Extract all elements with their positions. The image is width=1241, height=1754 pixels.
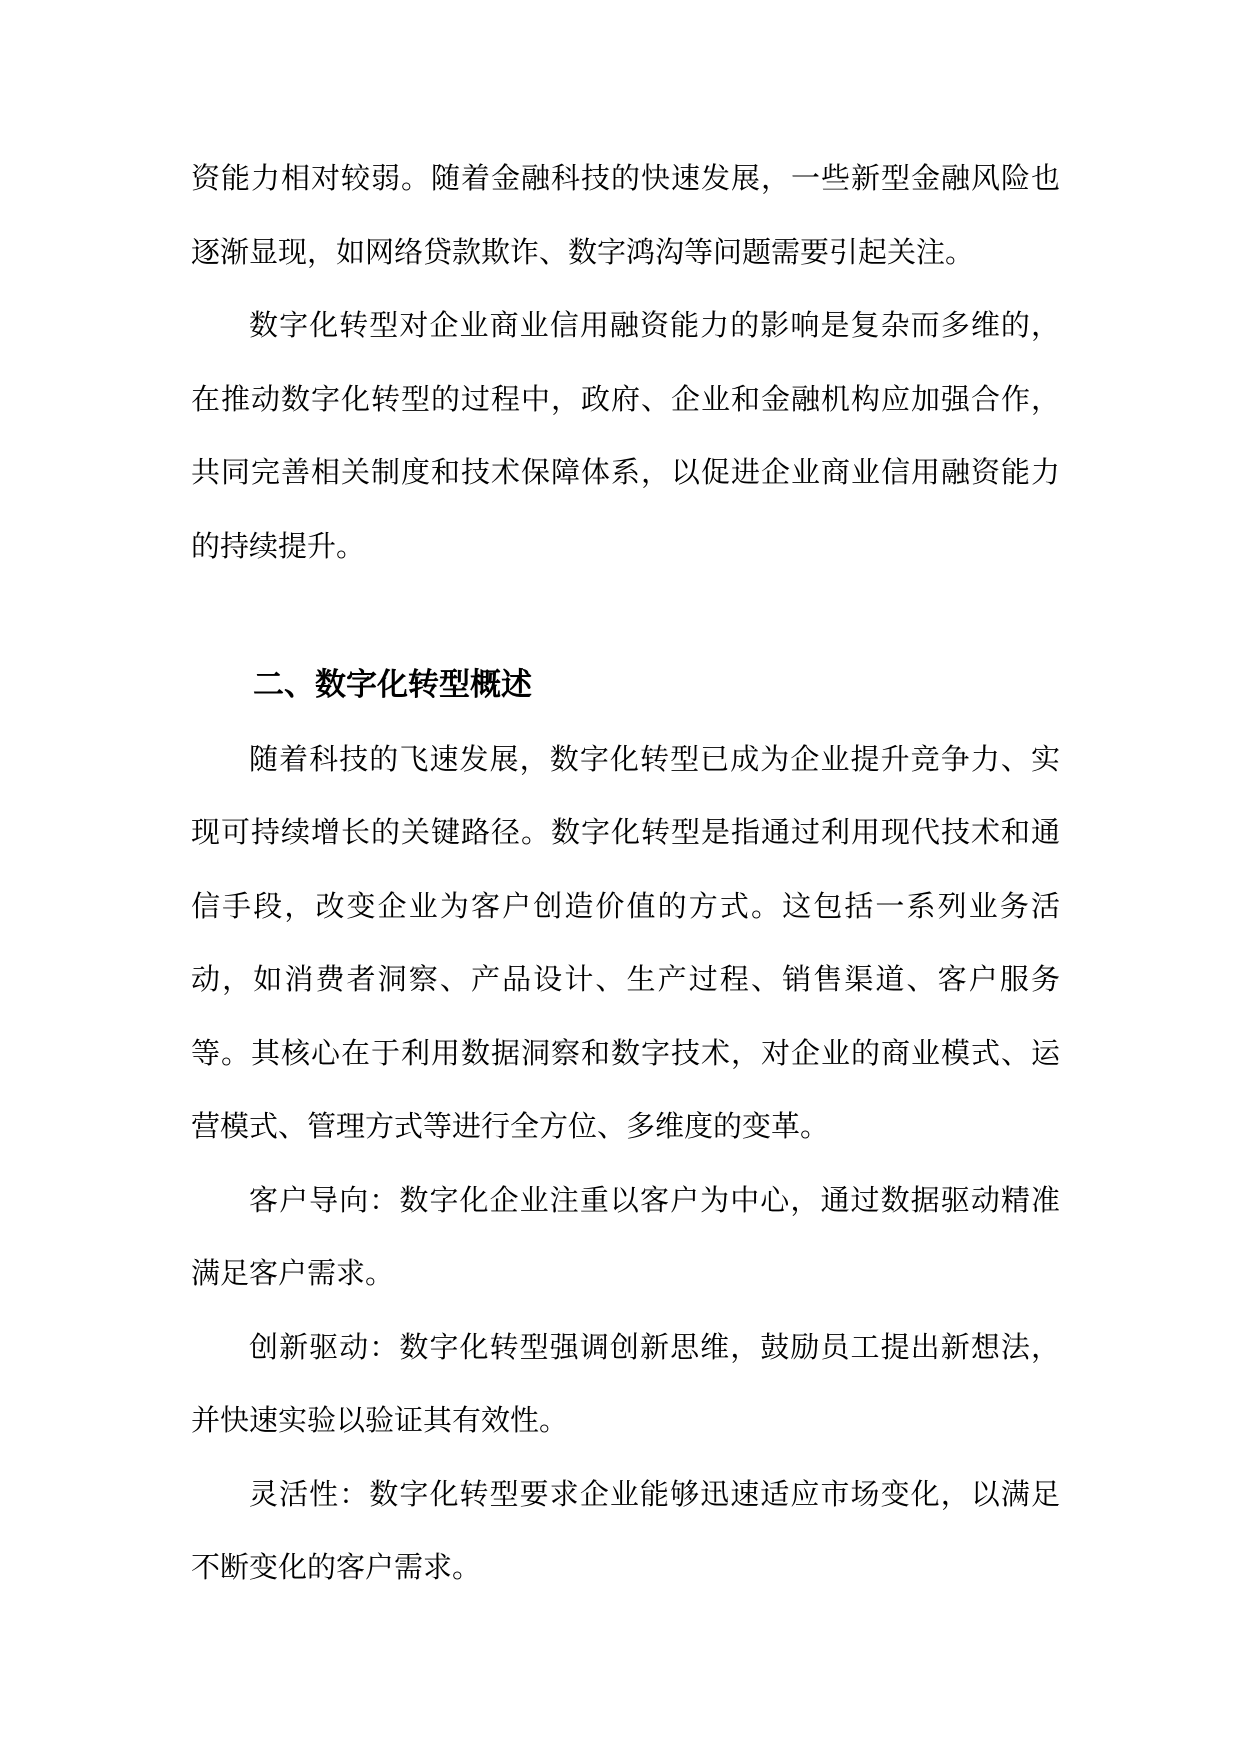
- section-heading: 二、数字化转型概述: [253, 667, 532, 703]
- paragraph-innovation-driven: 创新驱动：数字化转型强调创新思维，鼓励员工提出新想法，并快速实验以验证其有效性。: [191, 1329, 1060, 1437]
- section-spacing: [191, 583, 1060, 649]
- paragraph-customer-oriented: 客户导向：数字化企业注重以客户为中心，通过数据驱动精准满足客户需求。: [191, 1182, 1060, 1290]
- document-body: [191, 142, 1060, 1605]
- paragraph-continued: 资能力相对较弱。随着金融科技的快速发展，一些新型金融风险也逐渐显现，如网络贷款欺诈、数字鸿沟等问题需要引起关注。: [191, 161, 1060, 269]
- paragraph-flexibility: 灵活性：数字化转型要求企业能够迅速适应市场变化，以满足不断变化的客户需求。: [191, 1476, 1060, 1584]
- paragraph-overview: 随着科技的飞速发展，数字化转型已成为企业提升竞争力、实现可持续增长的关键路径。数字化转型是指通过利用现代技术和通信手段，改变企业为客户创造价值的方式。这包括一系列业务活动，如消费者洞察、产品设计、生产过程、销售渠道、客户服务等。其核心在于利用数据洞察和数字技术，对企业的商业模式、运营模式、管理方式等进行全方位、多维度的变革。: [191, 741, 1060, 1143]
- paragraph-conclusion: 数字化转型对企业商业信用融资能力的影响是复杂而多维的，在推动数字化转型的过程中，政府、企业和金融机构应加强合作，共同完善相关制度和技术保障体系，以促进企业商业信用融资能力的持续提升。: [191, 308, 1060, 563]
